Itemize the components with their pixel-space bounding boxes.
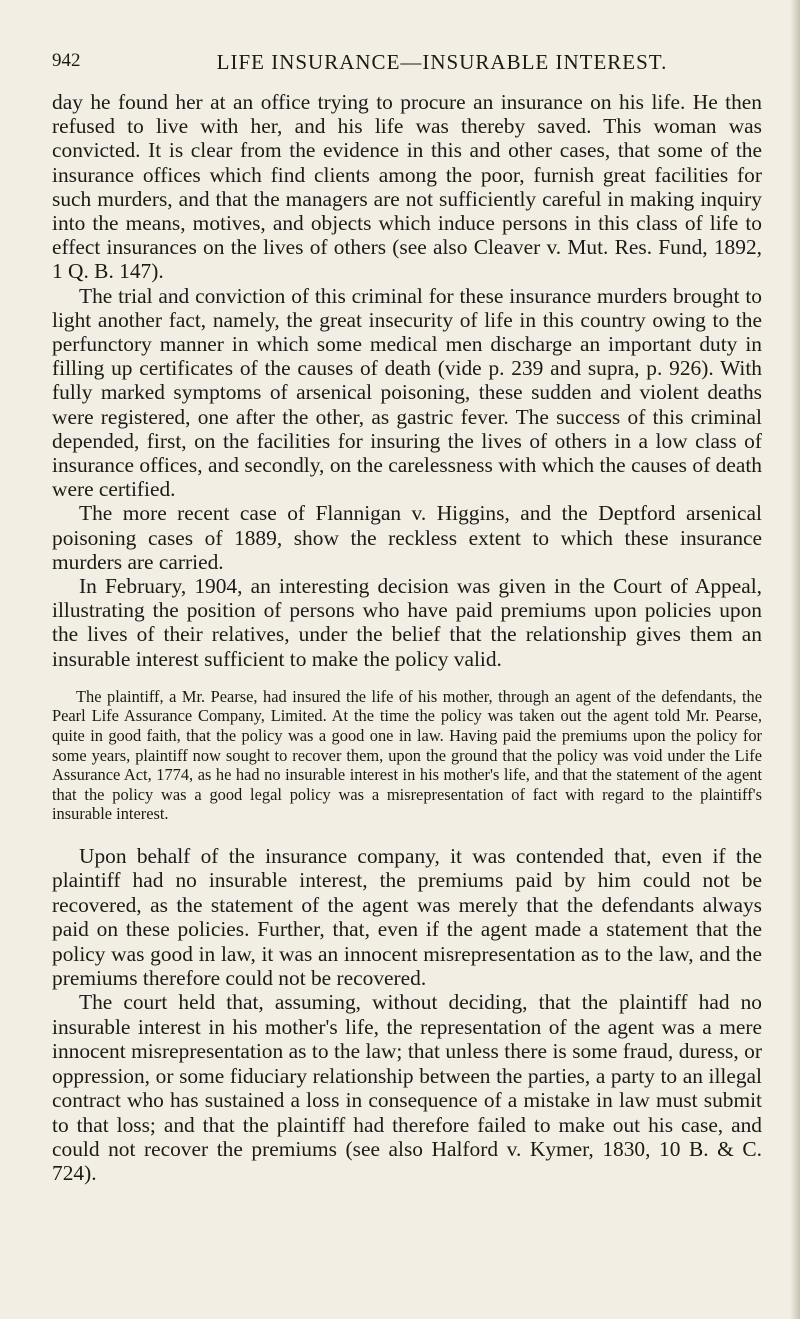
lower-text <box>52 844 762 1186</box>
paragraph: The trial and conviction of this criminal for these insurance murders brought to light another fact, namely, the great insecurity of life in this country owing to the perfunctory manner in which some medical men discharge an important duty in filling up certificates of the causes of death (vide p. 239 and supra, p. 926). With fully marked symptoms of arsenical poisoning, these sudden and violent deaths were registered, one after the other, as gastric fever. The success of this criminal depended, first, on the facilities for insuring the lives of others in a low class of insurance offices, and secondly, on the carelessness with which the causes of death were certified. <box>52 283 762 502</box>
paragraph: In February, 1904, an interesting decision was given in the Court of Appeal, illustrating the position of persons who have paid premiums upon policies upon the lives of their relatives, under the belief that the relationship gives them an insurable interest sufficient to make the policy valid. <box>52 574 762 671</box>
paragraph: day he found her at an office trying to procure an insurance on his life. He then refused to live with her, and his life was thereby saved. This woman was convicted. It is clear from the evidence in this and other cases, that some of the insurance offices which find clients among the poor, furnish great facilities for such murders, and that the managers are not sufficiently careful in making inquiry into the means, motives, and objects which induce persons in this class of life to effect insurances on the lives of others (see also Cleaver v. Mut. Res. Fund, 1892, 1 Q. B. 147). <box>52 90 762 284</box>
page-edge-shadow <box>790 0 800 1319</box>
main-text <box>52 90 762 671</box>
page-header <box>52 50 762 84</box>
page-number: 942 <box>52 50 81 71</box>
case-note <box>52 687 762 824</box>
running-head: LIFE INSURANCE—INSURABLE INTEREST. <box>216 50 668 74</box>
paragraph: The more recent case of Flannigan v. Higgins, and the Deptford arsenical poisoning cases of 1889, show the reckless extent to which these insurance murders are carried. <box>52 501 762 574</box>
paragraph: Upon behalf of the insurance company, it was contended that, even if the plaintiff had no insurable interest, the premiums paid by him could not be recovered, as the statement of the agent was merely that the defendants always paid on these policies. Further, that, even if the agent made a statement that the policy was good in law, it was an innocent misrepresentation as to the law, and the premiums therefore could not be recovered. <box>52 844 762 991</box>
paragraph: The court held that, assuming, without deciding, that the plaintiff had no insurable interest in his mother's life, the representation of the agent was a mere innocent misrepresentation as to the law; that unless there is some fraud, duress, or oppression, or some fiduciary relationship between the parties, a party to an illegal contract who has sustained a loss in consequence of a mistake in law must submit to that loss; and that the plaintiff had therefore failed to make out his case, and could not recover the premiums (see also Halford v. Kymer, 1830, 10 B. & C. 724). <box>52 990 762 1186</box>
note-paragraph: The plaintiff, a Mr. Pearse, had insured the life of his mother, through an agent of the defendants, the Pearl Life Assurance Company, Limited. At the time the policy was taken out the agent told Mr. Pearse, quite in good faith, that the policy was a good one in law. Having paid the premiums upon the policy for some years, plaintiff now sought to recover them, upon the ground that the policy was void under the Life Assurance Act, 1774, as he had no insurable interest in his mother's life, and that the statement of the agent that the policy was a good legal policy was a misrepresentation of fact with regard to the plaintiff's insurable interest. <box>52 686 762 824</box>
